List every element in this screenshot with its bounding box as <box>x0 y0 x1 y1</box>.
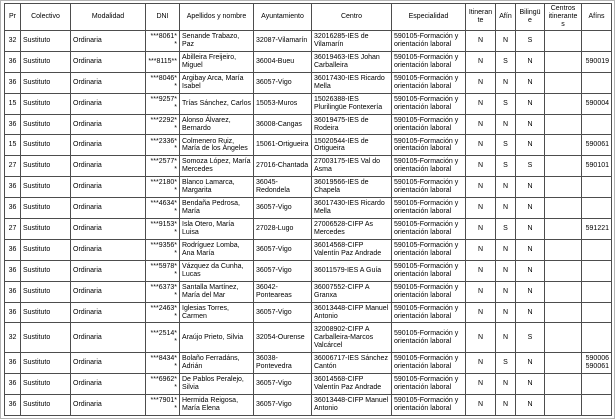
table-cell <box>545 260 582 281</box>
column-header: Especialidad <box>392 4 466 31</box>
table-cell: N <box>516 302 545 323</box>
table-cell: 36004-Bueu <box>254 51 312 72</box>
table-cell: Ordinaria <box>71 72 146 93</box>
table-cell: N <box>496 239 516 260</box>
table-cell: Ordinaria <box>71 177 146 198</box>
table-cell <box>582 114 612 135</box>
table-cell: Sustituto <box>21 239 71 260</box>
table-cell: N <box>466 323 496 353</box>
table-cell: ***7901** <box>146 394 180 415</box>
table-cell: Sustituto <box>21 177 71 198</box>
table-row <box>5 31 612 52</box>
table-cell <box>545 72 582 93</box>
table-cell: 36019463-IES Johan Carballeira <box>312 51 392 72</box>
table-cell: 590105-Formación y orientación laboral <box>392 198 466 219</box>
table-cell: N <box>466 281 496 302</box>
table-cell <box>545 135 582 156</box>
table-cell <box>582 198 612 219</box>
table-cell: N <box>466 239 496 260</box>
table-cell: ***2577** <box>146 156 180 177</box>
table-cell: 590061 <box>582 135 612 156</box>
table-cell: 36 <box>5 198 21 219</box>
table-cell: N <box>516 198 545 219</box>
table-cell: 15026388-IES Plurilingüe Fontexería <box>312 93 392 114</box>
table-cell <box>545 239 582 260</box>
table-cell: N <box>466 51 496 72</box>
table-cell: 36019566-IES de Chapela <box>312 177 392 198</box>
table-cell: 36057-Vigo <box>254 198 312 219</box>
table-cell: Ordinaria <box>71 31 146 52</box>
table-row <box>5 72 612 93</box>
table-cell: Araújo Prieto, Silvia <box>180 323 254 353</box>
table-cell: N <box>466 198 496 219</box>
table-cell: 36 <box>5 394 21 415</box>
table-cell: ***2292** <box>146 114 180 135</box>
table-cell: ***6962** <box>146 374 180 395</box>
table-cell: Santalla Martínez, María del Mar <box>180 281 254 302</box>
table-row <box>5 239 612 260</box>
table-cell: 32 <box>5 31 21 52</box>
table-cell: 32 <box>5 323 21 353</box>
column-header: Colectivo <box>21 4 71 31</box>
table-cell: 32054-Ourense <box>254 323 312 353</box>
table-cell: 590004 <box>582 93 612 114</box>
table-cell: 590105-Formación y orientación laboral <box>392 374 466 395</box>
table-cell: 36 <box>5 51 21 72</box>
table-cell: N <box>516 177 545 198</box>
table-cell: ***9153** <box>146 219 180 240</box>
table-cell: 590105-Formación y orientación laboral <box>392 353 466 374</box>
table-cell: 591221 <box>582 219 612 240</box>
table-cell: Sustituto <box>21 260 71 281</box>
table-cell <box>545 51 582 72</box>
table-cell: Colmenero Ruiz, María de los Ángeles <box>180 135 254 156</box>
table-cell: Ordinaria <box>71 353 146 374</box>
table-cell: N <box>466 177 496 198</box>
table-cell: 32008902-CIFP A Carballeira-Marcos Valcárcel <box>312 323 392 353</box>
table-cell <box>545 31 582 52</box>
table-cell: N <box>516 353 545 374</box>
table-cell: Hermida Reigosa, María Elena <box>180 394 254 415</box>
table-cell: 27 <box>5 156 21 177</box>
table-cell <box>545 281 582 302</box>
table-cell: 36 <box>5 374 21 395</box>
table-cell: Sustituto <box>21 353 71 374</box>
table-cell: N <box>466 302 496 323</box>
table-row <box>5 394 612 415</box>
column-header: Itinerante <box>466 4 496 31</box>
table-cell <box>582 260 612 281</box>
table-cell: 36014568-CIFP Valentín Paz Andrade <box>312 374 392 395</box>
table-cell: Ordinaria <box>71 93 146 114</box>
table-cell: N <box>466 135 496 156</box>
table-cell: 590105-Formación y orientación laboral <box>392 323 466 353</box>
table-cell: 36 <box>5 72 21 93</box>
table-cell: ***2336** <box>146 135 180 156</box>
table-cell: N <box>516 114 545 135</box>
table-cell: N <box>516 374 545 395</box>
table-cell: 36 <box>5 239 21 260</box>
table-cell: Sustituto <box>21 302 71 323</box>
table-cell: ***4634** <box>146 198 180 219</box>
table-cell: N <box>466 72 496 93</box>
table-cell: N <box>466 353 496 374</box>
table-cell: Ordinaria <box>71 260 146 281</box>
table-cell: 27016-Chantada <box>254 156 312 177</box>
table-cell: Ordinaria <box>71 302 146 323</box>
table-cell: 590101 <box>582 156 612 177</box>
table-cell: 36013448-CIFP Manuel Antonio <box>312 394 392 415</box>
table-cell: 590019 <box>582 51 612 72</box>
table-cell: 15 <box>5 135 21 156</box>
table-cell: Ordinaria <box>71 323 146 353</box>
table-cell <box>545 394 582 415</box>
table-cell: Sustituto <box>21 135 71 156</box>
table-cell <box>582 374 612 395</box>
table-cell: 15 <box>5 93 21 114</box>
table-cell: Iglesias Torres, Carmen <box>180 302 254 323</box>
table-cell: N <box>496 302 516 323</box>
table-cell: Sustituto <box>21 31 71 52</box>
table-cell: 36 <box>5 302 21 323</box>
table-cell: Sustituto <box>21 156 71 177</box>
table-cell <box>582 72 612 93</box>
table-cell: 590105-Formación y orientación laboral <box>392 260 466 281</box>
table-row <box>5 353 612 374</box>
table-cell: 36017430-IES Ricardo Mella <box>312 72 392 93</box>
table-cell: Argibay Arca, María Isabel <box>180 72 254 93</box>
table-cell: ***8115** <box>146 51 180 72</box>
table-cell: 27 <box>5 219 21 240</box>
table-cell: 36 <box>5 114 21 135</box>
column-header: Centros itinerantes <box>545 4 582 31</box>
table-cell: 590006 590061 <box>582 353 612 374</box>
table-cell: 36013448-CIFP Manuel Antonio <box>312 302 392 323</box>
table-cell: 590105-Formación y orientación laboral <box>392 114 466 135</box>
table-cell <box>582 323 612 353</box>
table-cell: S <box>496 135 516 156</box>
table-cell: Sustituto <box>21 323 71 353</box>
table-cell: S <box>496 219 516 240</box>
table-cell: 27003175-IES Val do Asma <box>312 156 392 177</box>
table-cell <box>545 219 582 240</box>
table-cell: 36007552-CIFP A Granxa <box>312 281 392 302</box>
table-cell: 36057-Vigo <box>254 260 312 281</box>
table-cell: N <box>496 31 516 52</box>
table-cell: Sustituto <box>21 394 71 415</box>
table-cell: Ordinaria <box>71 156 146 177</box>
header-row <box>5 4 612 31</box>
table-row <box>5 135 612 156</box>
column-header: Modalidad <box>71 4 146 31</box>
table-cell: 27006528-CIFP As Mercedes <box>312 219 392 240</box>
table-cell: Isla Otero, María Luisa <box>180 219 254 240</box>
table-cell: Ordinaria <box>71 239 146 260</box>
table-cell: Ordinaria <box>71 219 146 240</box>
table-row <box>5 51 612 72</box>
table-cell: S <box>516 156 545 177</box>
table-cell: 590105-Formación y orientación laboral <box>392 93 466 114</box>
table-cell: Sustituto <box>21 374 71 395</box>
table-cell: 36057-Vigo <box>254 302 312 323</box>
table-cell: 590105-Formación y orientación laboral <box>392 302 466 323</box>
table-cell: N <box>466 260 496 281</box>
table-cell: N <box>466 219 496 240</box>
column-header: Bilingüe <box>516 4 545 31</box>
table-cell: Bendaña Pedrosa, María <box>180 198 254 219</box>
table-cell: N <box>466 394 496 415</box>
table-cell <box>545 114 582 135</box>
table-cell: Ordinaria <box>71 135 146 156</box>
table-cell: N <box>466 93 496 114</box>
table-cell <box>582 239 612 260</box>
table-cell <box>582 281 612 302</box>
table-cell <box>545 374 582 395</box>
column-header: Afín <box>496 4 516 31</box>
table-cell: Sustituto <box>21 219 71 240</box>
table-cell <box>582 302 612 323</box>
table-cell: S <box>516 31 545 52</box>
table-cell: N <box>496 260 516 281</box>
table-row <box>5 374 612 395</box>
table-cell: Ordinaria <box>71 51 146 72</box>
table-row <box>5 198 612 219</box>
table-cell: S <box>496 156 516 177</box>
table-cell: ***5978** <box>146 260 180 281</box>
table-cell: ***8434** <box>146 353 180 374</box>
table-cell: 32087-Vilamarín <box>254 31 312 52</box>
table-cell <box>545 353 582 374</box>
table-cell: 36 <box>5 281 21 302</box>
table-cell: Abilleira Freijeiro, Miguel <box>180 51 254 72</box>
table-cell: Vázquez da Cunha, Lucas <box>180 260 254 281</box>
table-cell: Ordinaria <box>71 394 146 415</box>
table-cell <box>582 31 612 52</box>
table-cell: 36014568-CIFP Valentín Paz Andrade <box>312 239 392 260</box>
table-cell: 36057-Vigo <box>254 374 312 395</box>
table-cell: 15053-Muros <box>254 93 312 114</box>
table-cell <box>545 198 582 219</box>
table-cell: Blanco Lamarca, Margarita <box>180 177 254 198</box>
table-cell: 27028-Lugo <box>254 219 312 240</box>
table-cell: N <box>516 135 545 156</box>
table-cell: 590105-Formación y orientación laboral <box>392 177 466 198</box>
table-cell: N <box>516 72 545 93</box>
table-cell: N <box>466 374 496 395</box>
table-cell: 36011579-IES A Guía <box>312 260 392 281</box>
table-cell: 590105-Formación y orientación laboral <box>392 51 466 72</box>
table-cell: N <box>516 51 545 72</box>
table-cell: 36057-Vigo <box>254 394 312 415</box>
table-cell: ***6373** <box>146 281 180 302</box>
table-cell <box>545 302 582 323</box>
table-cell: Ordinaria <box>71 198 146 219</box>
table-cell: N <box>516 394 545 415</box>
table-cell <box>582 394 612 415</box>
column-header: Pr <box>5 4 21 31</box>
table-cell: ***8046** <box>146 72 180 93</box>
table-cell <box>582 177 612 198</box>
table-cell: ***9257** <box>146 93 180 114</box>
table-cell: N <box>516 260 545 281</box>
table-cell: N <box>496 374 516 395</box>
table-cell: ***8061** <box>146 31 180 52</box>
table-cell <box>545 323 582 353</box>
table-cell: N <box>466 156 496 177</box>
table-row <box>5 114 612 135</box>
table-cell: N <box>496 281 516 302</box>
table-cell: Ordinaria <box>71 114 146 135</box>
table-row <box>5 260 612 281</box>
column-header: Apellidos y nombre <box>180 4 254 31</box>
table-cell: 36 <box>5 260 21 281</box>
table-cell: Alonso Álvarez, Bernardo <box>180 114 254 135</box>
table-cell: 15061-Ortigueira <box>254 135 312 156</box>
table-cell: N <box>496 177 516 198</box>
table-cell: 36 <box>5 177 21 198</box>
table-cell: ***2514** <box>146 323 180 353</box>
table-cell: ***9356** <box>146 239 180 260</box>
table-cell: N <box>496 323 516 353</box>
table-row <box>5 323 612 353</box>
table-cell: 590105-Formación y orientación laboral <box>392 31 466 52</box>
table-row <box>5 156 612 177</box>
table-row <box>5 219 612 240</box>
table-cell: 590105-Formación y orientación laboral <box>392 239 466 260</box>
table-cell: 36006717-IES Sánchez Cantón <box>312 353 392 374</box>
table-cell: N <box>516 281 545 302</box>
table-cell: 36042-Ponteareas <box>254 281 312 302</box>
table-cell: 590105-Formación y orientación laboral <box>392 219 466 240</box>
table-cell: 590105-Formación y orientación laboral <box>392 394 466 415</box>
table-cell: N <box>496 198 516 219</box>
table-cell: 36008-Cangas <box>254 114 312 135</box>
table-cell <box>545 156 582 177</box>
column-header: Afíns <box>582 4 612 31</box>
table-cell: Rodríguez Lomba, Ana María <box>180 239 254 260</box>
table-cell <box>545 93 582 114</box>
table-row <box>5 302 612 323</box>
table-row <box>5 93 612 114</box>
table-cell: N <box>466 114 496 135</box>
table-cell: N <box>516 93 545 114</box>
table-cell: Senande Trabazo, Paz <box>180 31 254 52</box>
table-cell: N <box>496 72 516 93</box>
table-cell: Bolaño Ferradáns, Adrián <box>180 353 254 374</box>
table-row <box>5 281 612 302</box>
table-cell: Trías Sánchez, Carlos <box>180 93 254 114</box>
table-cell: S <box>496 93 516 114</box>
table-cell: S <box>496 353 516 374</box>
assignments-table <box>4 3 612 416</box>
table-cell: 15020544-IES de Ortigueira <box>312 135 392 156</box>
table-cell: Sustituto <box>21 93 71 114</box>
table-cell: 36 <box>5 353 21 374</box>
table-cell: 590105-Formación y orientación laboral <box>392 156 466 177</box>
table-cell: Sustituto <box>21 72 71 93</box>
table-cell: N <box>496 114 516 135</box>
table-cell: De Pablos Peralejo, Silvia <box>180 374 254 395</box>
table-cell: S <box>496 51 516 72</box>
table-cell: 36017430-IES Ricardo Mella <box>312 198 392 219</box>
table-cell: Somoza López, María Mercedes <box>180 156 254 177</box>
table-cell: 590105-Formación y orientación laboral <box>392 281 466 302</box>
table-cell: N <box>516 219 545 240</box>
table-cell: Ordinaria <box>71 374 146 395</box>
table-cell: 590105-Formación y orientación laboral <box>392 72 466 93</box>
table-cell: Sustituto <box>21 51 71 72</box>
table-cell: N <box>516 239 545 260</box>
table-cell: N <box>466 31 496 52</box>
table-cell <box>545 177 582 198</box>
table-cell: Ordinaria <box>71 281 146 302</box>
table-cell: Sustituto <box>21 198 71 219</box>
table-cell: 36057-Vigo <box>254 239 312 260</box>
table-cell: S <box>516 323 545 353</box>
table-row <box>5 177 612 198</box>
column-header: DNI <box>146 4 180 31</box>
table-cell: 32016285-IES de Vilamarín <box>312 31 392 52</box>
table-cell: ***2463** <box>146 302 180 323</box>
table-cell: 36038-Pontevedra <box>254 353 312 374</box>
column-header: Centro <box>312 4 392 31</box>
table-cell: 36045-Redondela <box>254 177 312 198</box>
table-cell: 590105-Formación y orientación laboral <box>392 135 466 156</box>
table-cell: Sustituto <box>21 114 71 135</box>
table-cell: N <box>496 394 516 415</box>
table-cell: 36057-Vigo <box>254 72 312 93</box>
column-header: Ayuntamiento <box>254 4 312 31</box>
table-cell: 36019475-IES de Rodeira <box>312 114 392 135</box>
table-cell: ***2180** <box>146 177 180 198</box>
table-cell: Sustituto <box>21 281 71 302</box>
